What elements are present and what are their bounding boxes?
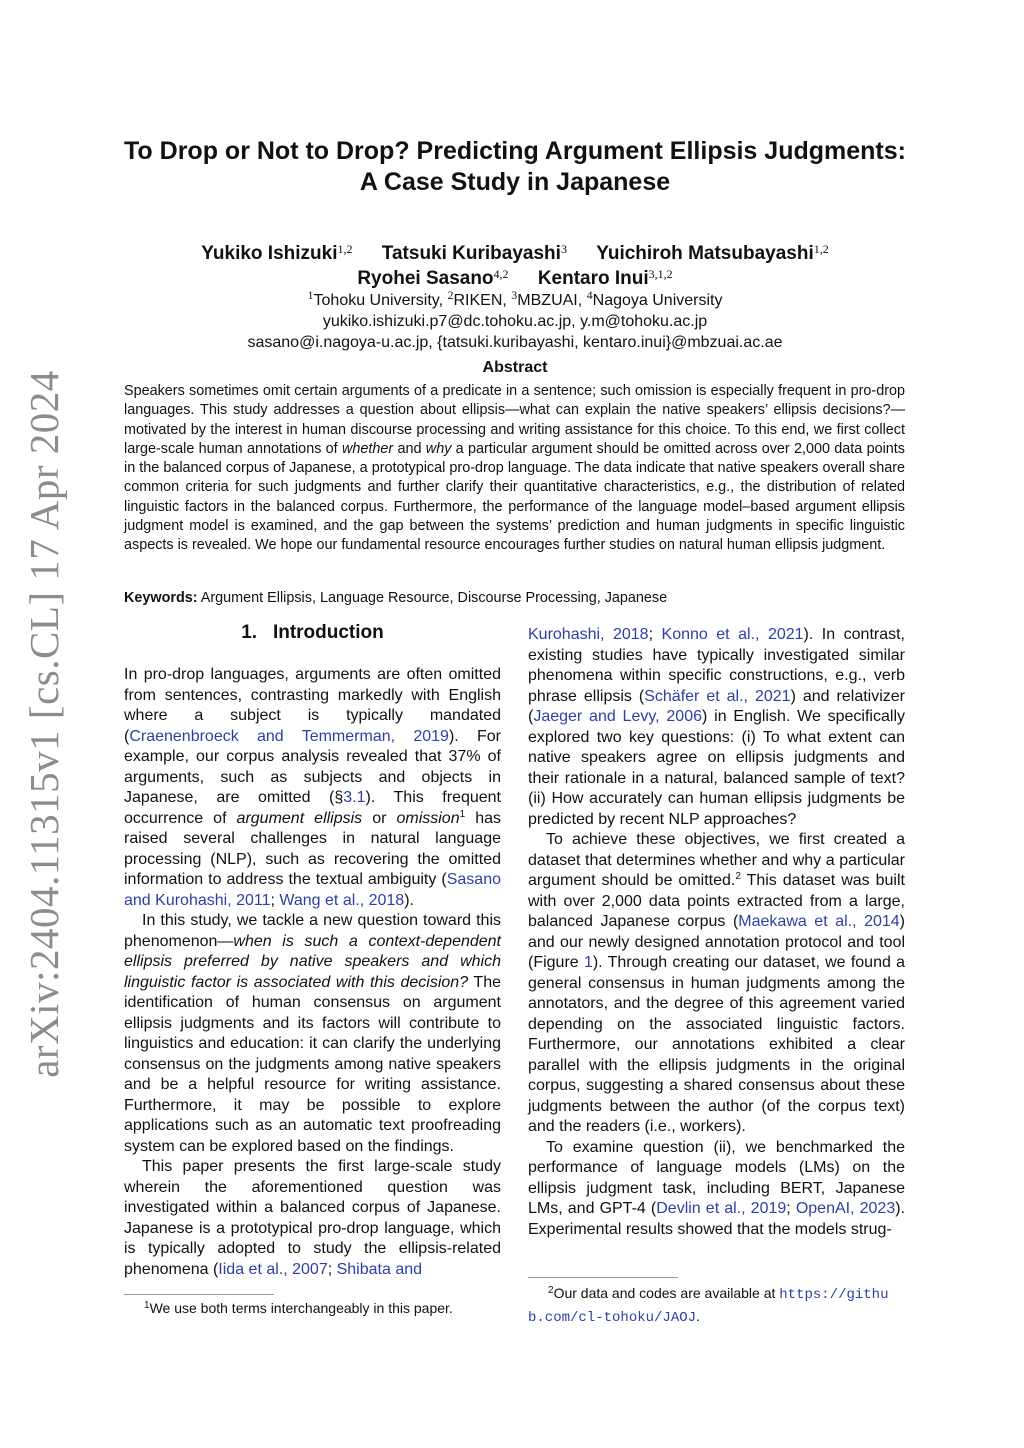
footnote-1: $^1$We use both terms interchangeably in this paper. [144, 1300, 453, 1316]
figure-reference-link[interactable]: 1 [583, 954, 593, 971]
author: Tatsuki Kuribayashi$^3$ [381, 242, 567, 264]
footnote-marker[interactable]: 2 [735, 871, 741, 882]
email-line: yukiko.ishizuki.p7@dc.tohoku.ac.jp, y.m@tohoku.ac.jp [322, 313, 708, 330]
author: Ryohei Sasano$^{4,2}$ [357, 267, 509, 289]
repository-url-link[interactable]: https://github.com/cl-tohoku/JAOJ [528, 1287, 889, 1326]
keywords: Keywords: Argument Ellipsis, Language Resource, Discourse Processing, Japanese [124, 590, 668, 606]
email-line: sasano@i.nagoya-u.ac.jp, {tatsuki.kuribayashi, kentaro.inui}@mbzuai.ac.ae [247, 334, 783, 351]
citation-link[interactable]: Jaeger and Levy, 2006 [533, 708, 703, 725]
footnote-2: $^2$Our data and codes are available at https://github.com/cl-tohoku/JAOJ. [528, 1285, 889, 1326]
citation-link[interactable]: Wang et al., 2018 [279, 891, 405, 909]
paragraph: In this study, we tackle a new question toward this phenomenon—when is such a context-dependent ellipsis preferred by native speakers and which linguistic factor is associated with this decision? The identification of human consensus on argument ellipsis judgments and its factors will contribute to linguistics and education: it can clarify the underlying consensus on the judgments among native speakers and be a helpful resource for writing assistance. Furthermore, it may be possible to explore applications such as an automatic text proofreading system can be explored based on the findings. [124, 912, 501, 1155]
paragraph: To achieve these objectives, we first created a dataset that determines whether and why a particular argument should be omitted.$^2$ This dataset was built with over 2,000 data points extracted from a large, balanced Japanese corpus (Maekawa et al., 2014) and our newly designed annotation protocol and tool (Figure 1). Through creating our dataset, we found a general consensus in human judgments among the annotators, and the degree of this agreement varied depending on the associated linguistic factors. Furthermore, our annotations exhibited a clear parallel with the ellipsis judgments in the original corpus, suggesting a shared consensus about these judgments between the author (of the corpus text) and the readers (i.e., workers). [528, 831, 906, 1135]
citation-link[interactable]: Iida et al., 2007 [218, 1260, 328, 1278]
paragraph: To examine question (ii), we benchmarked the performance of language models (LMs) on the ellipsis judgment task, including BERT, Japanese LMs, and GPT-4 (Devlin et al., 2019; OpenAI, 2023). Experimental results showed that the models strug- [528, 1138, 906, 1238]
citation-link[interactable]: Devlin et al., 2019 [656, 1200, 787, 1217]
citation-link[interactable]: Maekawa et al., 2014 [738, 913, 900, 930]
author: Kentaro Inui$^{3,1,2}$ [537, 267, 673, 289]
keywords-label: Keywords: [124, 590, 198, 606]
section-reference-link[interactable]: 3.1 [343, 789, 366, 806]
author-list [100, 241, 930, 291]
author: Yuichiroh Matsubayashi$^{1,2}$ [596, 242, 829, 264]
arxiv-identifier-stamp: arXiv:2404.11315v1 [cs.CL] 17 Apr 2024 [21, 370, 67, 1078]
citation-link[interactable]: Craenenbroeck and Temmerman, 2019 [129, 727, 449, 745]
paragraph: Kurohashi, 2018; Konno et al., 2021). In contrast, existing studies have typically investigated similar phenomena within specific constructions, e.g., verb phrase ellipsis (Schäfer et al., 2021) and relativizer (Jaeger and Levy, 2006) in English. We specifically explored two key questions: (i) To what extent can native speakers agree on ellipsis judgments and their rationale in a natural, balanced sample of text? (ii) How accurately can human ellipsis judgments be predicted by recent NLP approaches? [528, 626, 906, 828]
abstract-heading: Abstract [482, 359, 548, 376]
paper-title [100, 136, 930, 198]
citation-link[interactable]: Schäfer et al., 2021 [644, 687, 791, 705]
citation-link[interactable]: Kurohashi, 2018 [528, 626, 649, 643]
author: Yukiko Ishizuki$^{1,2}$ [201, 242, 353, 264]
citation-link[interactable]: Sasano and Kurohashi, 2011 [124, 871, 501, 909]
affiliations [100, 290, 930, 353]
citation-link[interactable]: Shibata and [336, 1260, 423, 1278]
title-line-1: To Drop or Not to Drop? Predicting Argument Ellipsis Judgments: [124, 137, 906, 165]
footnote-marker[interactable]: 1 [459, 808, 466, 820]
right-column [528, 625, 905, 1240]
title-line-2: A Case Study in Japanese [359, 168, 671, 196]
paragraph: This paper presents the first large-scale study wherein the aforementioned question was investigated within a balanced corpus of Japanese. Japanese is a prototypical pro-drop language, which is typically adopted to study the ellipsis-related phenomena (Iida et al., 2007; Shibata and [124, 1158, 501, 1278]
section-heading-introduction: 1. Introduction [241, 622, 384, 643]
citation-link[interactable]: OpenAI, 2023 [795, 1200, 896, 1217]
affiliation-line: $^1$Tohoku University, $^2$RIKEN, $^3$MBZUAI, $^4$Nagoya University [307, 288, 723, 309]
footnote-rule [528, 1277, 678, 1278]
paragraph: In pro-drop languages, arguments are often omitted from sentences, contrasting markedly with English where a subject is typically mandated (Craenenbroeck and Temmerman, 2019). For example, our corpus analysis revealed that 37% of arguments, such as subjects and objects in Japanese, are omitted (§3.1). This frequent occurrence of argument ellipsis or omission$^1$ has raised several challenges in natural language processing (NLP), such as recovering the omitted information to address the textual ambiguity (Sasano and Kurohashi, 2011; Wang et al., 2018). [124, 666, 502, 909]
left-column [124, 665, 501, 1280]
footnote-rule [124, 1294, 274, 1295]
citation-link[interactable]: Konno et al., 2021 [661, 626, 804, 643]
abstract-text: Speakers sometimes omit certain arguments of a predicate in a sentence; such omission is especially frequent in pro-drop languages. This study addresses a question about ellipsis—what can explain the native speakers’ ellipsis decisions?—motivated by the interest in human discourse processing and writing assistance for this choice. To this end, we first collect large-scale human annotations of whether and why a particular argument should be omitted across over 2,000 data points in the balanced corpus of Japanese, a prototypical pro-drop language. The data indicate that native speakers overall share common criteria for such judgments and further clarify their quantitative characteristics, e.g., the distribution of related linguistic factors in the balanced corpus. Furthermore, the performance of the language model–based argument ellipsis judgment model is examined, and the gap between the systems’ prediction and human judgments in specific linguistic aspects is revealed. We hope our fundamental resource encourages further studies on natural human ellipsis judgment. [124, 383, 906, 554]
